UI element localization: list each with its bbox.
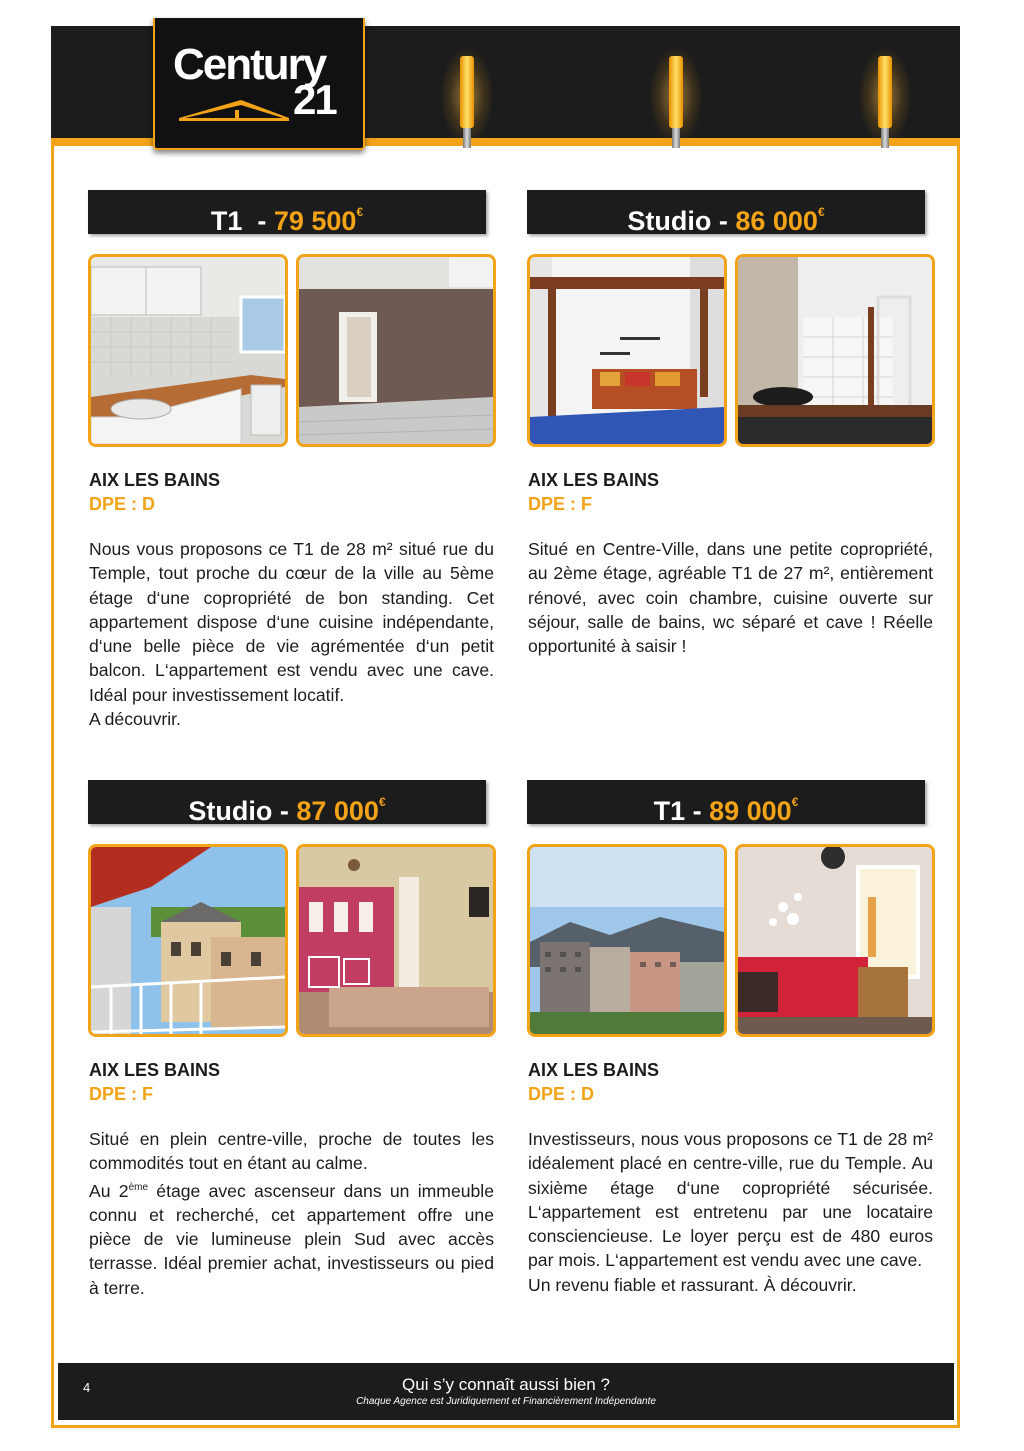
- listing-city: AIX LES BAINS: [528, 470, 660, 490]
- bathroom-photo[interactable]: [735, 254, 935, 447]
- kitchen-photo[interactable]: [88, 254, 288, 447]
- listing-dpe: DPE : D: [528, 1084, 595, 1104]
- bedroom-photo[interactable]: [296, 844, 496, 1037]
- studio-room-photo[interactable]: [527, 254, 727, 447]
- lamp-decoration: [669, 56, 683, 146]
- city-view-photo[interactable]: [527, 844, 727, 1037]
- balcony-view-photo[interactable]: [88, 844, 288, 1037]
- logo-number: 21: [293, 76, 336, 123]
- listing-city: AIX LES BAINS: [89, 470, 221, 490]
- footer-disclaimer: Chaque Agence est Juridiquement et Financièrement Indépendante: [356, 1396, 656, 1407]
- listing-title: T1 - 79 500€: [88, 190, 486, 234]
- listing-city: AIX LES BAINS: [89, 1060, 221, 1080]
- listing-title: Studio - 86 000€: [527, 190, 925, 234]
- listing-city: AIX LES BAINS: [528, 1060, 660, 1080]
- listing-description: Situé en plein centre-ville, proche de toutes les commodités tout en étant au calme. Au 2ème étage avec ascenseur dans un immeuble connu et recherché, cet appartement offre une pièce de vie lumineuse plein Sud avec accès terrasse. Idéal premier achat, investisseurs ou pied à terre.: [89, 1129, 494, 1298]
- logo-wordmark: Century: [173, 40, 326, 89]
- century21-logo[interactable]: [153, 18, 365, 150]
- listing-title: T1 - 89 000€: [527, 780, 925, 824]
- listing-description: Nous vous proposons ce T1 de 28 m² situé rue du Temple, tout proche du cœur de la ville au 5ème étage d‘une copropriété de bon standing. Cet appartement dispose d‘une cuisine indépendante, d‘une belle pièce de vie agrémentée d‘un petit balcon. L‘appartement est vendu avec une cave. Idéal pour investissement locatif. A découvrir.: [89, 539, 494, 730]
- page-number: 4: [83, 1380, 91, 1395]
- footer-tagline: Qui s’y connaît aussi bien ?: [402, 1375, 610, 1394]
- listing-dpe: DPE : D: [89, 494, 156, 514]
- bedroom-window-photo[interactable]: [735, 844, 935, 1037]
- living-room-photo[interactable]: [296, 254, 496, 447]
- listing-description: Investisseurs, nous vous proposons ce T1 de 28 m² idéalement placé en centre-ville, rue du Temple. Au sixième étage d‘une copropriété sécurisée. L‘appartement est entretenu par une locataire consciencieuse. Le loyer perçu est de 480 euros par mois. L‘appartement est vendu avec une cave. Un revenu fiable et rassurant. À découvrir.: [528, 1129, 933, 1295]
- listing-title: Studio - 87 000€: [88, 780, 486, 824]
- listing-dpe: DPE : F: [528, 494, 593, 514]
- listing-dpe: DPE : F: [89, 1084, 154, 1104]
- footer-bar: [58, 1363, 954, 1420]
- lamp-decoration: [460, 56, 474, 146]
- listing-description: Situé en Centre-Ville, dans une petite copropriété, au 2ème étage, agréable T1 de 27 m², entièrement rénové, avec coin chambre, cuisine ouverte sur séjour, salle de bains, wc séparé et cave ! Réelle opportunité à saisir !: [528, 539, 933, 657]
- lamp-decoration: [878, 56, 892, 146]
